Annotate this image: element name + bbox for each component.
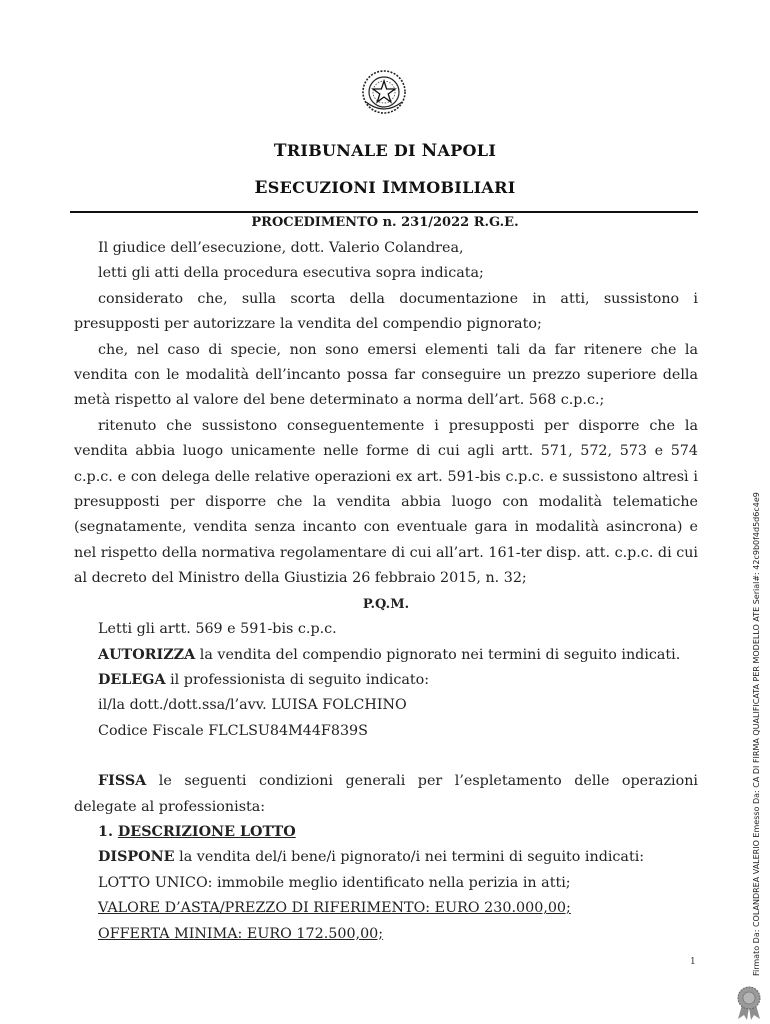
dispone-keyword: DISPONE bbox=[98, 849, 175, 866]
fissa-keyword: FISSA bbox=[98, 773, 147, 790]
tax-code: Codice Fiscale FLCLSU84M44F839S bbox=[98, 722, 368, 739]
document-body bbox=[74, 236, 698, 947]
section-title: ESECUZIONI IMMOBILIARI bbox=[254, 178, 516, 198]
court-title: TRIBUNALE DI NAPOLI bbox=[273, 141, 497, 161]
paragraph-judge: Il giudice dell’esecuzione, dott. Valerio Colandrea, bbox=[98, 240, 464, 256]
italian-republic-emblem-icon bbox=[360, 68, 408, 116]
paragraph-fissa: FISSA le seguenti condizioni generali per l’espletamento delle operazioni delegate al professionista: bbox=[74, 773, 698, 815]
signature-seal-icon bbox=[733, 985, 765, 1021]
procedure-number: PROCEDIMENTO n. 231/2022 R.G.E. bbox=[251, 215, 519, 230]
autorizza-keyword: AUTORIZZA bbox=[98, 646, 196, 663]
page-number: 1 bbox=[690, 957, 696, 967]
paragraph-considerato: considerato che, sulla scorta della documentazione in atti, sussistono i presupposti per autorizzare la vendita del compendio pignorato; bbox=[74, 290, 698, 333]
paragraph-letti: letti gli atti della procedura esecutiva sopra indicata; bbox=[98, 265, 484, 282]
paragraph-ritenuto: ritenuto che sussistono conseguentemente i presupposti per disporre che la vendita abbia luogo unicamente nelle forme di cui agli artt. 571, 572, 573 e 574 c.p.c. e con delega delle relative operazioni ex art. 591-bis c.p.c. e sussistono altresì i presupposti per disporre che la vendita abbia luogo con modalità telematiche (segnatamente, vendita senza incanto con eventuale gara in modalità asincrona) e nel rispetto della normativa regolamentare di cui all’art. 161-ter disp. att. c.p.c. di cui al decreto del Ministro della Giustizia 26 febbraio 2015, n. 32; bbox=[74, 417, 698, 587]
lotto-description: LOTTO UNICO: immobile meglio identificato nella perizia in atti; bbox=[98, 874, 571, 891]
auction-value: VALORE D’ASTA/PREZZO DI RIFERIMENTO: EURO 230.000,00; bbox=[98, 900, 571, 917]
delega-keyword: DELEGA bbox=[98, 671, 166, 688]
paragraph-delega: DELEGA il professionista di seguito indicato: bbox=[98, 671, 430, 688]
pqm-heading: P.Q.M. bbox=[362, 596, 410, 612]
paragraph-letti-artt: Letti gli artt. 569 e 591-bis c.p.c. bbox=[98, 621, 337, 638]
digital-signature-note: Firmato Da: COLANDREA VALERIO Emesso Da: CA DI FIRMA QUALIFICATA PER MODELLO ATE Serial#: 42c9b0f4d5d6c4e9 bbox=[752, 492, 761, 976]
paragraph-dispone: DISPONE la vendita del/i bene/i pignorato/i nei termini di seguito indicati: bbox=[98, 849, 645, 866]
paragraph-caso-specie: che, nel caso di specie, non sono emersi elementi tali da far ritenere che la vendita con le modalità dell’incanto possa far conseguire un prezzo superiore della metà rispetto al valore del bene determinato a norma dell’art. 568 c.p.c.; bbox=[74, 341, 698, 409]
professional-name: il/la dott./dott.ssa/l’avv. LUISA FOLCHINO bbox=[98, 697, 407, 714]
section-heading-lotto: 1. DESCRIZIONE LOTTO bbox=[98, 823, 296, 840]
header-divider bbox=[70, 211, 698, 213]
paragraph-autorizza: AUTORIZZA la vendita del compendio pignorato nei termini di seguito indicati. bbox=[98, 646, 681, 663]
minimum-offer: OFFERTA MINIMA: EURO 172.500,00; bbox=[98, 925, 384, 942]
